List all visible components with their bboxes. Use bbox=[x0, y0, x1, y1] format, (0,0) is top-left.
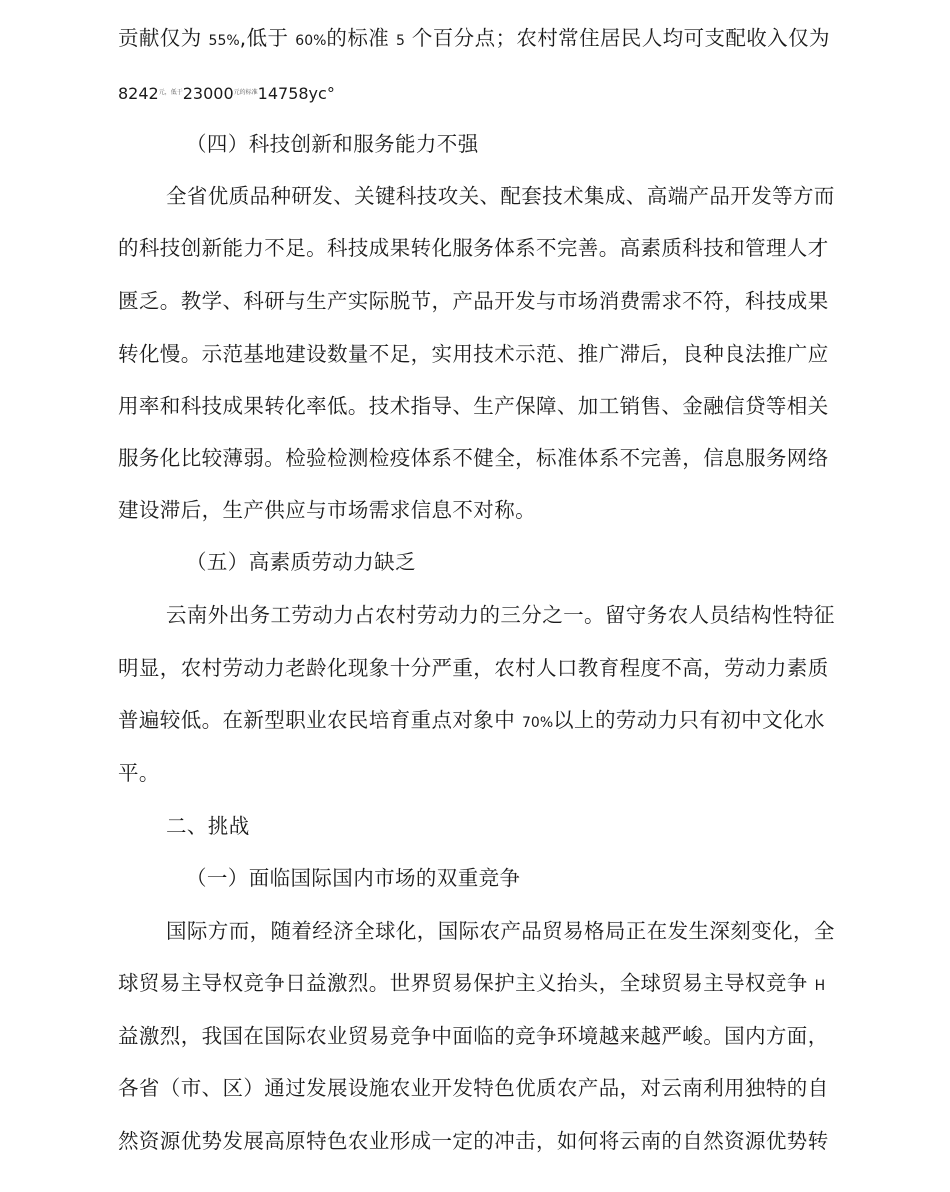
section-heading: （五）高素质劳动力缺乏 bbox=[186, 550, 416, 574]
text-run: 个百分点；农村常住居民人均可支配收入仅为 bbox=[404, 26, 830, 50]
paragraph-line: 全省优质品种研发、关键科技攻关、配套技术集成、高端产品开发等方而 bbox=[166, 184, 835, 208]
paragraph-line bbox=[118, 24, 830, 55]
paragraph-line: 各省（市、区）通过发展设施农业开发特色优质农产品，对云南利用独特的自 bbox=[118, 1076, 829, 1100]
paragraph-line bbox=[118, 969, 825, 1000]
text-run: 贡献仅为 bbox=[118, 26, 209, 50]
paragraph-line bbox=[118, 78, 335, 108]
section-heading: （四）科技创新和服务能力不强 bbox=[186, 132, 479, 156]
paragraph-line: 建设滞后，生产供应与市场需求信息不对称。 bbox=[118, 498, 536, 522]
number-run: 55% bbox=[208, 33, 240, 49]
paragraph-line: 平。 bbox=[118, 761, 160, 785]
text-run: 普遍较低。在新型职业农民培育重点对象中 bbox=[118, 708, 523, 732]
paragraph-line: 服务化比较薄弱。检验检测检疫体系不健全，标准体系不完善，信息服务网络 bbox=[118, 446, 829, 470]
paragraph-line: 的科技创新能力不足。科技成果转化服务体系不完善。高素质科技和管理人才 bbox=[118, 236, 829, 260]
paragraph-line: 明显，农村劳动力老龄化现象十分严重，农村人口教育程度不高，劳动力素质 bbox=[118, 656, 829, 680]
number-run: 70% bbox=[522, 715, 554, 731]
paragraph-line: 匮乏。教学、科研与生产实际脱节，产品开发与市场消费需求不符，科技成果 bbox=[118, 289, 829, 313]
text-run: 元的标准 bbox=[233, 89, 258, 96]
paragraph-line: 转化慢。示范基地建设数量不足，实用技术示范、推广滞后，良种良法推广应 bbox=[118, 342, 829, 366]
text-run: 球贸易主导权竞争日益激烈。世界贸易保护主义抬头，全球贸易主导权竞争 bbox=[118, 971, 815, 995]
text-run: ,低于 bbox=[239, 26, 296, 50]
paragraph-line bbox=[118, 706, 825, 737]
number-run: H bbox=[814, 978, 826, 994]
number-run: 60% bbox=[295, 33, 327, 49]
paragraph-line: 益激烈，我国在国际农业贸易竞争中面临的竞争环境越来越严峻。国内方面， bbox=[118, 1024, 829, 1048]
paragraph-line: 国际方而，随着经济全球化，国际农产品贸易格局正在发生深刻变化，全 bbox=[166, 919, 835, 943]
paragraph-line: 云南外出务工劳动力占农村劳动力的三分之一。留守务农人员结构性特征 bbox=[166, 603, 835, 627]
section-heading: （一）面临国际国内市场的双重竞争 bbox=[186, 866, 521, 890]
text-run: 以上的劳动力只有初中文化水 bbox=[553, 708, 825, 732]
paragraph-line: 然资源优势发展高原特色农业形成一定的冲击，如何将云南的自然资源优势转 bbox=[118, 1129, 829, 1153]
number-run: 5 bbox=[396, 33, 405, 49]
text-run: 的标准 bbox=[326, 26, 397, 50]
number-run: 8242 bbox=[118, 84, 159, 103]
number-run: 23000 bbox=[182, 84, 234, 103]
number-run: 14758yc° bbox=[257, 84, 335, 103]
chapter-heading: 二、挑战 bbox=[166, 814, 250, 838]
text-run: 元，低于 bbox=[158, 89, 183, 96]
paragraph-line: 用率和科技成果转化率低。技术指导、生产保障、加工销售、金融信贷等相关 bbox=[118, 394, 829, 418]
